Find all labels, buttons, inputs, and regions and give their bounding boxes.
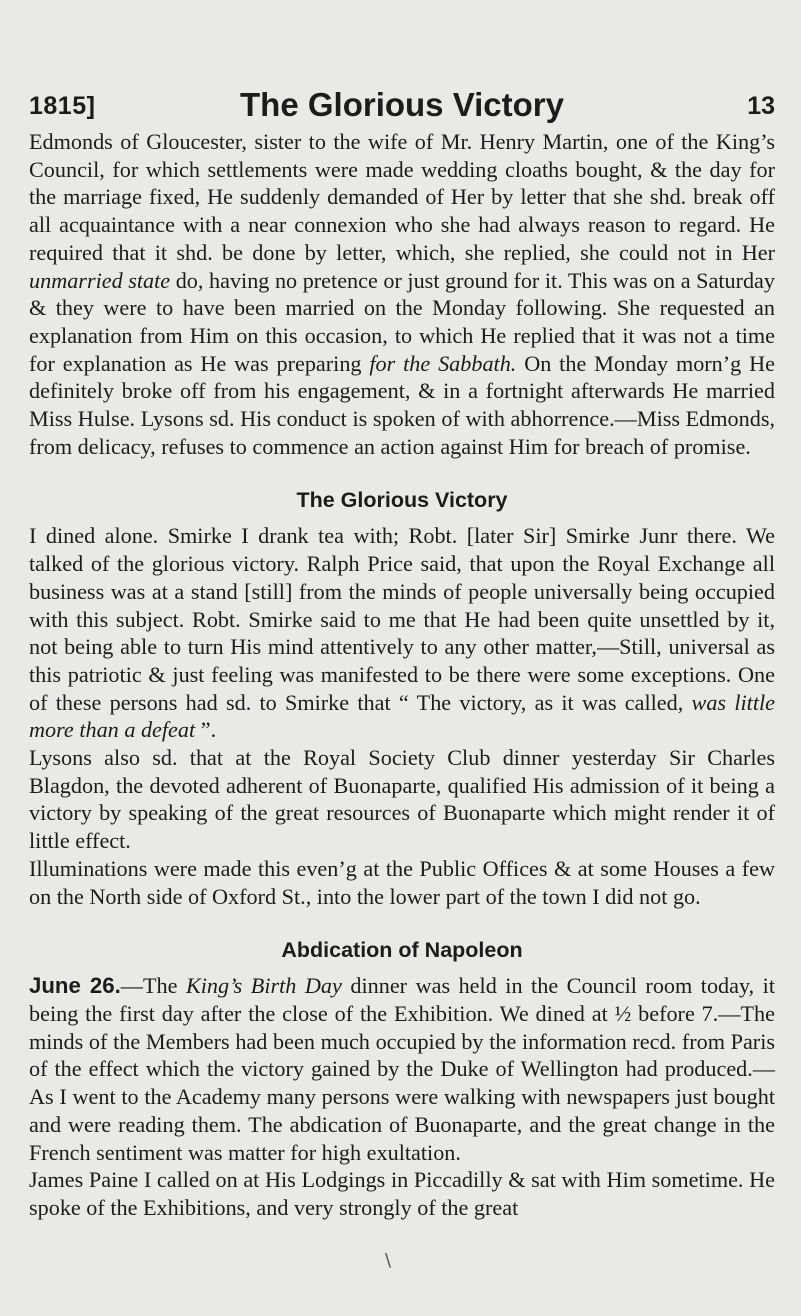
paragraph-text: —The: [120, 973, 186, 999]
stray-pen-mark: \: [385, 1250, 392, 1271]
paragraph-text: I dined alone. Smirke I drank tea with; Robt. [later Sir] Smirke Junr there. We talked of the glorious victory. Ralph Price said, that upon the Royal Exchange all business was at a stand [still] from the minds of people universally being occupied with this subject. Robt. Smirke said to me that He had been quite unsettled by it, not being able to turn His mind attentively to any other matter,—Still, universal as this patriotic & just feeling was manifested to be there were some exceptions. One of these persons had sd. to Smirke that “ The victory, as it was called,: [29, 523, 775, 715]
running-head-title: The Glorious Victory: [240, 86, 564, 123]
paragraph-edmonds: [29, 128, 775, 460]
italic-text: King’s Birth Day: [185, 973, 342, 999]
entry-date: June 26.: [29, 973, 121, 999]
page-number: 13: [747, 92, 775, 120]
paragraph-lysons: Lysons also sd. that at the Royal Society Club dinner yesterday Sir Charles Blagdon, the devoted adherent of Buonaparte, qualified His admission of it being a victory by speaking of the great resources of Buonaparte which might render it of little effect.: [29, 745, 775, 854]
running-head: [29, 82, 775, 122]
running-head-year: 1815]: [29, 92, 96, 120]
paragraph-june-26: [29, 972, 775, 1166]
italic-text: unmarried state: [29, 267, 171, 293]
paragraph-text: On the Monday morn’g He definitely broke off from his engagement, & in a fortnight afterwards He married Miss Hulse. Lysons sd. His conduct is spoken of with abhorrence.—Miss Edmonds, from delicacy, refuses to commence an action against Him for breach of promise.: [29, 350, 775, 459]
paragraph-dined-alone: [29, 522, 775, 744]
italic-text: was little more than a defeat: [29, 689, 775, 743]
paragraph-text: Edmonds of Gloucester, sister to the wife of Mr. Henry Martin, one of the King’s Council, for which settlements were made wedding cloaths bought, & the day for the marriage fixed, He suddenly demanded of Her by letter that she shd. break off all acquaintance with a near connexion who she had always reason to regard. He required that it shd. be done by letter, which, she replied, she could not in Her: [29, 129, 775, 265]
paragraph-james-paine: James Paine I called on at His Lodgings in Piccadilly & sat with Him sometime. He spoke of the Exhibitions, and very strongly of the great: [29, 1167, 775, 1220]
paragraph-text: dinner was held in the Council room today, it being the first day after the close of the Exhibition. We dined at ½ before 7.—The minds of the Members had been much occupied by the information recd. from Paris of the effect which the victory gained by the Duke of Wellington had produced.—As I went to the Academy many persons were walking with newspapers just bought and were reading them. The abdication of Buonaparte, and the great change in the French sentiment was matter for high exultation.: [29, 973, 776, 1165]
section-heading-abdication: Abdication of Napoleon: [281, 938, 523, 963]
paragraph-text: ”.: [195, 717, 217, 743]
italic-text: for the Sabbath.: [369, 350, 517, 376]
body-text: [29, 128, 775, 1222]
paragraph-illuminations: Illuminations were made this even’g at the Public Offices & at some Houses a few on the North side of Oxford St., into the lower part of the town I did not go.: [29, 855, 775, 909]
paragraph-text: do, having no pretence or just ground for it. This was on a Saturday & they were to have been married on the Monday following. She requested an explanation from Him on this occasion, to which He replied that it was not a time for explanation as He was preparing: [29, 267, 775, 376]
section-heading-glorious-victory: The Glorious Victory: [296, 488, 508, 513]
